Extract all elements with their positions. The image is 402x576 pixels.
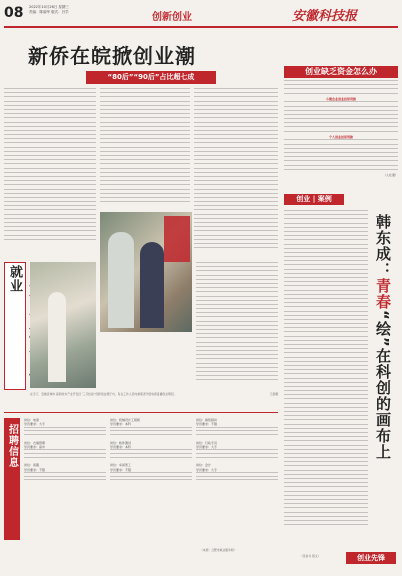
lead-headline: 新侨在皖掀创业潮	[28, 44, 196, 68]
lead-photo	[100, 212, 192, 332]
recruit-position: 岗位：软件测试	[110, 440, 132, 445]
recruit-title: 招聘信息	[6, 424, 18, 468]
date-line: 2022年10月26日 星期三	[29, 5, 69, 9]
recruit-item	[24, 418, 106, 438]
photo-credit: 王雷摄	[269, 392, 278, 396]
recruit-position: 岗位：仓储管理	[24, 440, 46, 445]
reporter-line: （吴崇兵 程文）	[300, 554, 321, 558]
recruit-requirement: 学历要求：不限	[196, 422, 218, 427]
editor-line: 责编：陈丽华 版式：吕学	[29, 10, 69, 14]
recruit-position: 岗位：车间普工	[110, 463, 132, 468]
sidebar-signature: （人社通）	[382, 172, 398, 177]
recruit-item	[110, 418, 192, 438]
recruit-requirement: 学历要求：不限	[110, 467, 132, 472]
photo-caption	[30, 392, 278, 396]
recruit-item	[196, 463, 278, 483]
recruit-item	[196, 441, 278, 461]
vertical-title: 就业	[7, 265, 22, 293]
lead-body-column-1	[4, 88, 96, 248]
recruit-requirement: 学历要求：大专	[196, 467, 218, 472]
recruit-item	[110, 441, 192, 461]
lead-body-column-2	[100, 88, 190, 208]
recruit-position: 岗位：机械设计工程师	[110, 418, 141, 422]
recruit-item	[110, 463, 192, 483]
photo-shop-sign	[164, 216, 190, 262]
recruit-requirement: 学历要求：本科	[110, 445, 132, 449]
section-title: 创新创业	[152, 12, 192, 23]
sidebar-subsection-2: 个人创业担保贷款	[328, 134, 353, 139]
recruit-requirement: 学历要求：大专	[196, 445, 218, 449]
recruit-position: 岗位：销售顾问	[196, 418, 218, 422]
lead-subhead: “80后”“90后”占比超七成	[86, 71, 216, 84]
recruit-item	[24, 441, 106, 461]
photo-figure-right	[140, 242, 164, 328]
masthead-rule	[4, 26, 398, 28]
recruit-requirement: 学历要求：本科	[110, 422, 132, 427]
recruit-title-bar	[4, 418, 20, 540]
recruit-position: 岗位：客服	[24, 463, 40, 468]
photo-person	[48, 292, 66, 382]
recruit-requirement: 学历要求：大专	[24, 422, 46, 427]
case-section-tag: 创业 | 案例	[284, 194, 344, 205]
case-vertical-headline: 韩东成：青春“绘”在科创的画布上	[374, 214, 392, 460]
recruit-list	[24, 418, 278, 483]
photo-figure-left	[108, 232, 134, 328]
secondary-photo	[30, 262, 96, 388]
issue-date	[29, 5, 69, 15]
recruit-footer: （来源：合肥市就业服务网）	[200, 548, 237, 552]
recruit-position: 岗位：行政专员	[196, 440, 218, 445]
vertical-title-box	[4, 262, 26, 390]
recruit-position: 岗位：会计	[196, 463, 212, 468]
sidebar-box-body	[284, 80, 398, 188]
recruit-grid	[24, 418, 278, 483]
recruit-requirement: 学历要求：不限	[24, 467, 46, 472]
recruit-requirement: 学历要求：高中	[24, 445, 46, 449]
recruit-item	[24, 463, 106, 483]
recruit-top-rule	[4, 412, 278, 413]
sidebar-subsection-1: 小微企业创业担保贷款	[325, 96, 356, 101]
recruit-position: 岗位：电商	[24, 418, 40, 422]
recruit-item	[196, 418, 278, 438]
bottom-section-tag: 创业先锋	[346, 552, 396, 564]
page-number: 08	[4, 5, 24, 21]
sidebar-box-title: 创业缺乏资金怎么办	[284, 66, 398, 78]
caption-text: 在当下，安徽宣城市·高新技术产业开发区“三只松鼠”创新创业展厅内，有关工作人员向参观者介绍电商直播创业情况。	[30, 392, 177, 396]
lead-body-column-3	[194, 88, 278, 258]
case-body-text	[284, 210, 368, 550]
lead-body-column-4	[196, 262, 278, 388]
newspaper-logo: 安徽科技报	[292, 9, 358, 24]
